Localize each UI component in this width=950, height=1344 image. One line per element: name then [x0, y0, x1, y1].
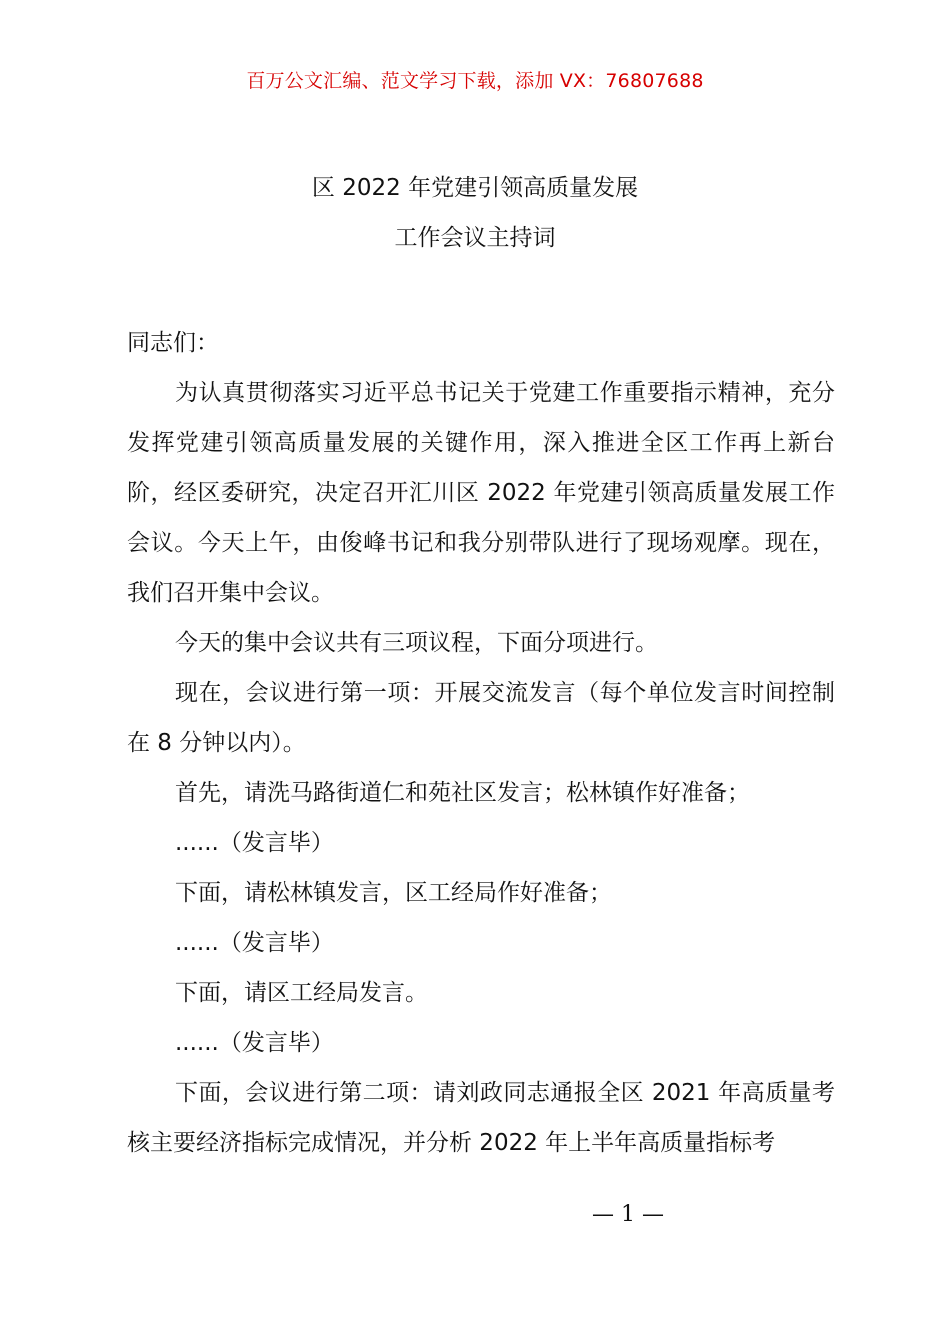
paragraph: 现在，会议进行第一项：开展交流发言（每个单位发言时间控制在 8 分钟以内）。	[127, 680, 835, 756]
paragraph: ......（发言毕）	[175, 830, 334, 856]
watermark-header: 百万公文汇编、范文学习下载，添加 VX：76807688	[246, 70, 704, 92]
paragraph: 下面，请区工经局发言。	[175, 980, 428, 1006]
document-title-line-1: 区 2022 年党建引领高质量发展	[311, 175, 639, 201]
paragraph: 下面，会议进行第二项：请刘政同志通报全区 2021 年高质量考核主要经济指标完成情况，并分析 2022 年上半年高质量指标考	[127, 1080, 835, 1156]
paragraph: 为认真贯彻落实习近平总书记关于党建工作重要指示精神，充分发挥党建引领高质量发展的关键作用，深入推进全区工作再上新台阶，经区委研究，决定召开汇川区 2022 年党建引领高质量发展工作会议。今天上午，由俊峰书记和我分别带队进行了现场观摩。现在，我们召开集中会议。	[127, 380, 835, 606]
page-number: — 1 —	[592, 1202, 664, 1227]
paragraph: 首先，请洗马路街道仁和苑社区发言；松林镇作好准备；	[175, 780, 750, 806]
paragraph: 今天的集中会议共有三项议程，下面分项进行。	[175, 630, 658, 656]
salutation: 同志们：	[127, 330, 219, 356]
document-body	[127, 318, 835, 1168]
paragraph: 下面，请松林镇发言，区工经局作好准备；	[175, 880, 612, 906]
paragraph: ......（发言毕）	[175, 1030, 334, 1056]
document-title-line-2: 工作会议主持词	[394, 225, 556, 251]
paragraph: ......（发言毕）	[175, 930, 334, 956]
